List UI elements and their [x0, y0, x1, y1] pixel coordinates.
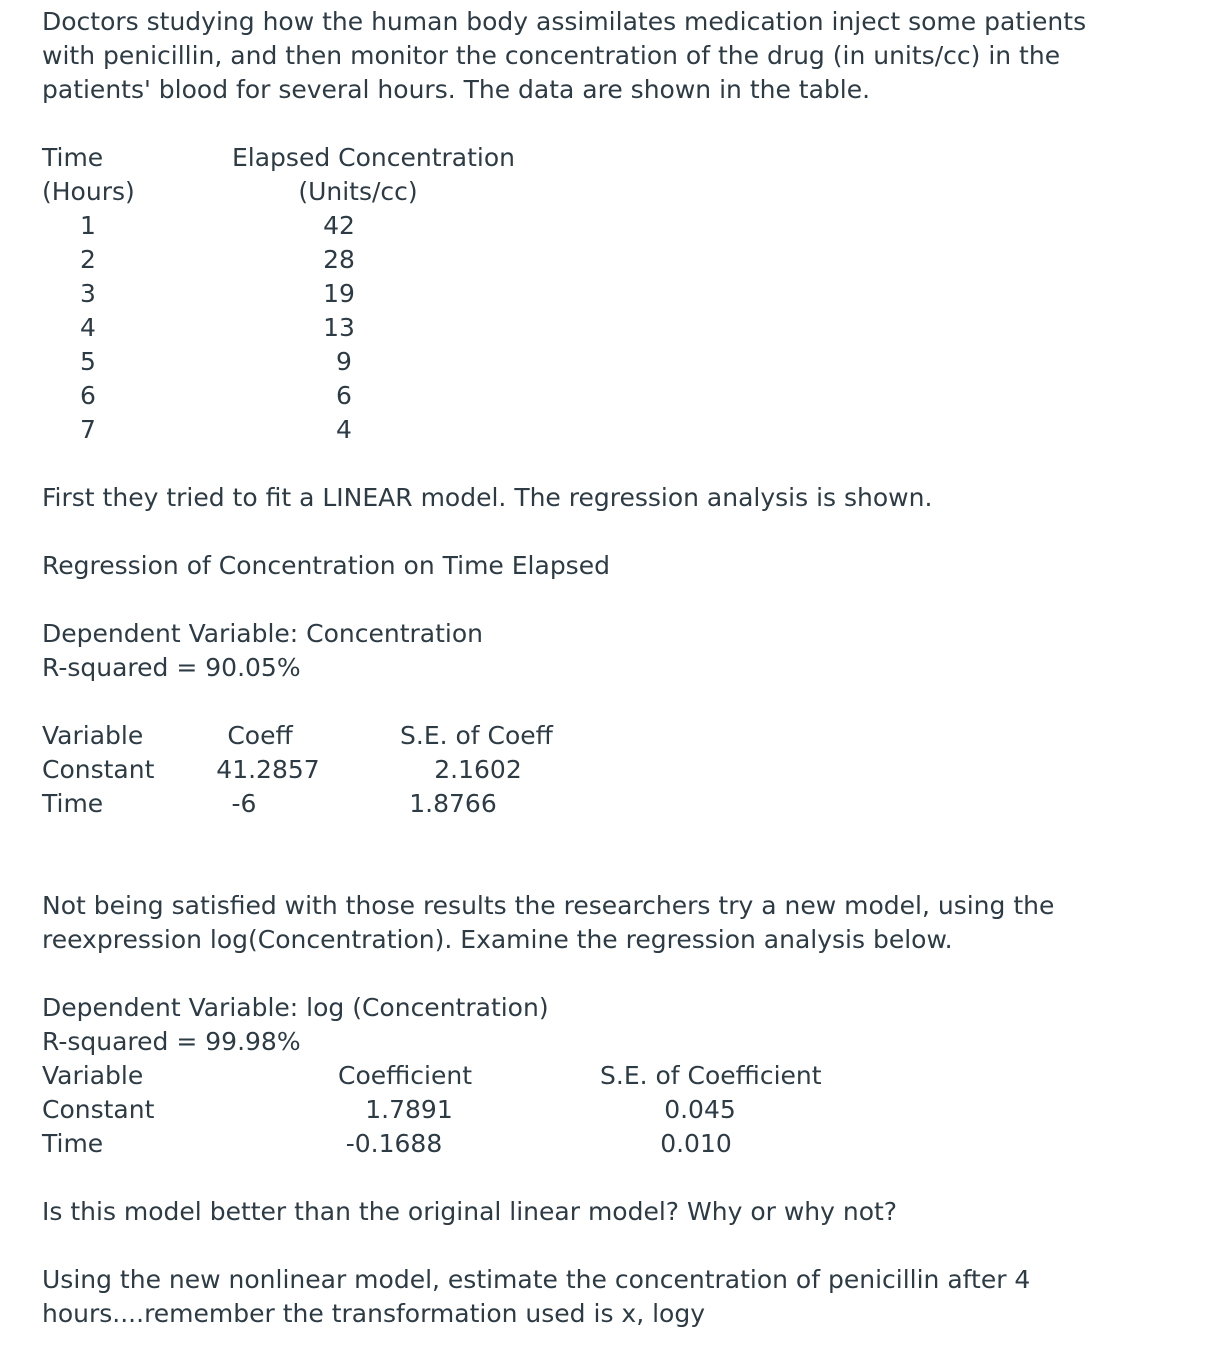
concentration-value: 13 [323, 313, 355, 342]
log-r-squared: R-squared = 99.98% [42, 1027, 301, 1056]
time-value: 4 [80, 313, 96, 342]
intro-paragraph [42, 5, 1172, 107]
concentration-value: 9 [336, 347, 352, 376]
time-value: 3 [80, 279, 96, 308]
table-header: Variable [42, 1061, 144, 1090]
table-cell: 41.2857 [216, 755, 320, 784]
table-header: S.E. of Coeff [400, 721, 553, 750]
log-intro-paragraph [42, 889, 1172, 957]
time-value: 1 [80, 211, 96, 240]
table-cell: 0.010 [660, 1129, 732, 1158]
intro-line-3: patients' blood for several hours. The data are shown in the table. [42, 75, 871, 104]
table-cell: 0.045 [664, 1095, 736, 1124]
table-cell: Constant [42, 1095, 155, 1124]
intro-line-1: Doctors studying how the human body assimilates medication inject some patients [42, 7, 1087, 36]
question-2-line-2: hours....remember the transformation used is x, logy [42, 1299, 706, 1328]
time-value: 6 [80, 381, 96, 410]
time-header-1: Time [42, 143, 104, 172]
table-header: Variable [42, 721, 144, 750]
log-intro-line-2: reexpression log(Concentration). Examine the regression analysis below. [42, 925, 953, 954]
table-header: Coeff [227, 721, 293, 750]
concentration-value: 19 [323, 279, 355, 308]
question-2-line-1: Using the new nonlinear model, estimate the concentration of penicillin after 4 [42, 1265, 1031, 1294]
question-2 [42, 1263, 1172, 1331]
linear-r-squared: R-squared = 90.05% [42, 653, 301, 682]
table-cell: Time [42, 1129, 104, 1158]
log-dependent-variable: Dependent Variable: log (Concentration) [42, 993, 549, 1022]
linear-regression-title: Regression of Concentration on Time Elapsed [42, 551, 610, 580]
table-cell: 1.7891 [365, 1095, 453, 1124]
table-header: Coefficient [338, 1061, 473, 1090]
time-value: 5 [80, 347, 96, 376]
log-intro-line-1: Not being satisfied with those results the researchers try a new model, using the [42, 891, 1055, 920]
question-1: Is this model better than the original linear model? Why or why not? [42, 1197, 898, 1226]
table-cell: -6 [231, 789, 257, 818]
concentration-value: 28 [323, 245, 355, 274]
intro-line-2: with penicillin, and then monitor the concentration of the drug (in units/cc) in the [42, 41, 1061, 70]
linear-intro: First they tried to fit a LINEAR model. The regression analysis is shown. [42, 483, 933, 512]
time-header-2: (Hours) [42, 177, 135, 206]
concentration-value: 42 [323, 211, 355, 240]
table-cell: Constant [42, 755, 155, 784]
table-cell: 1.8766 [409, 789, 497, 818]
table-cell: Time [42, 789, 104, 818]
concentration-header-1: Elapsed Concentration [232, 143, 516, 172]
concentration-value: 4 [336, 415, 352, 444]
time-value: 2 [80, 245, 96, 274]
time-value: 7 [80, 415, 96, 444]
table-cell: 2.1602 [434, 755, 522, 784]
concentration-header-2: (Units/cc) [298, 177, 418, 206]
linear-dependent-variable: Dependent Variable: Concentration [42, 619, 484, 648]
table-header: S.E. of Coefficient [600, 1061, 822, 1090]
concentration-value: 6 [336, 381, 352, 410]
table-cell: -0.1688 [345, 1129, 443, 1158]
